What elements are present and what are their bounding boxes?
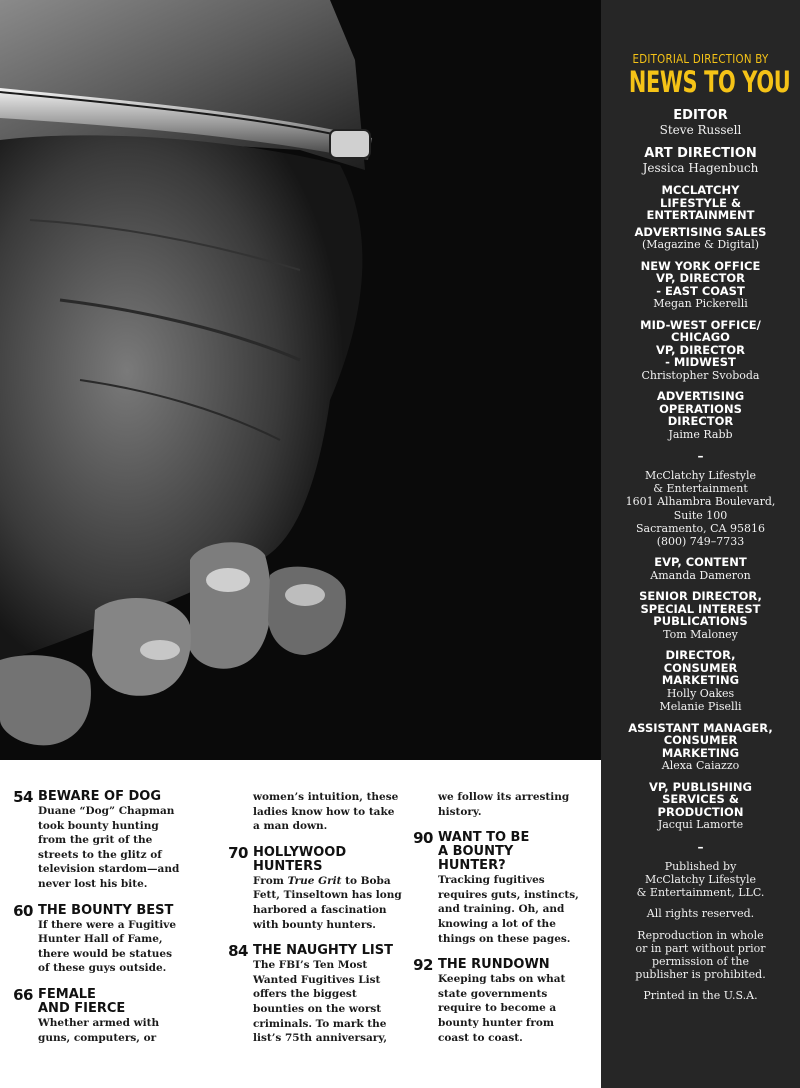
toc-description: Tracking fugitives requires guts, instincts, and training. Oh, and knowing a lot of the things on these pages. <box>438 874 579 945</box>
vp-publishing-name: Jacqui Lamorte <box>657 818 744 832</box>
toc-description: Keeping tabs on what state governments require to become a bounty hunter from coast to coast. <box>438 973 566 1044</box>
midwest-office-name: Christopher Svoboda <box>641 368 760 382</box>
toc-entry[interactable] <box>215 944 405 1046</box>
masthead-divider: – <box>697 449 704 463</box>
toc-title: THE NAUGHTY LIST <box>253 943 393 959</box>
assistant-manager-title: ASSISTANT MANAGER, CONSUMER MARKETING <box>628 720 773 760</box>
toc-page-number: 70 <box>228 843 248 862</box>
published-by: Published by McClatchy Lifestyle & Entertainment, LLC. <box>636 859 765 900</box>
senior-director-credit <box>601 590 800 641</box>
director-marketing-credit <box>601 649 800 714</box>
toc-column-2 <box>215 790 405 1058</box>
editor-credit <box>601 108 800 138</box>
editor-name: Steve Russell <box>659 123 742 137</box>
assistant-manager-credit <box>601 722 800 773</box>
toc-title: BEWARE OF DOG <box>38 789 161 804</box>
toc-column-3 <box>400 790 600 1057</box>
toc-description-part: From <box>253 874 288 887</box>
assistant-manager-name: Alexa Caiazzo <box>661 759 740 773</box>
ad-sales-note: (Magazine & Digital) <box>641 238 760 251</box>
midwest-office-title: MID-WEST OFFICE/ CHICAGO VP, DIRECTOR - MIDWEST <box>640 317 761 369</box>
vp-publishing-credit <box>601 781 800 832</box>
ad-ops-name: Jaime Rabb <box>668 427 733 441</box>
senior-director-title: SENIOR DIRECTOR, SPECIAL INTEREST PUBLICATIONS <box>639 589 762 629</box>
toc-entry[interactable] <box>0 790 210 892</box>
toc-entry[interactable] <box>0 901 210 976</box>
company-address: McClatchy Lifestyle & Entertainment 1601 Alhambra Boulevard, Suite 100 Sacramento, CA 95816 (800) 749–7733 <box>625 469 776 549</box>
art-direction-title: ART DIRECTION <box>644 146 757 161</box>
director-marketing-names: Holly Oakes Melanie Piselli <box>659 686 742 714</box>
toc-entry[interactable] <box>400 831 600 946</box>
toc-description-italic: True Grit <box>287 874 342 887</box>
company-heading <box>601 184 800 222</box>
toc-description-part: to Boba Fett, Tinseltown has long harbored a fascination with bounty hunters. <box>253 874 402 931</box>
toc-page-number: 90 <box>413 829 433 848</box>
toc-title: WANT TO BE A BOUNTY HUNTER? <box>438 830 530 874</box>
masthead-brand: NEWS TO YOU <box>628 65 791 99</box>
toc-page-number: 54 <box>13 788 33 806</box>
toc-page-number: 66 <box>13 985 33 1004</box>
reproduction-notice: Reproduction in whole or in part without prior permission of the publisher is prohibited. <box>635 928 766 982</box>
ny-office-credit <box>601 260 800 311</box>
director-marketing-title: DIRECTOR, CONSUMER MARKETING <box>661 648 740 688</box>
toc-page-number: 84 <box>228 942 248 961</box>
rights-notice: All rights reserved. <box>646 907 755 921</box>
masthead-divider-2: – <box>697 839 704 854</box>
toc-description: If there were a Fugitive Hunter Hall of Fame, there would be statues of these guys outside. <box>38 918 177 975</box>
ad-ops-credit <box>601 390 800 441</box>
toc-title: HOLLYWOOD HUNTERS <box>253 844 347 874</box>
art-direction-name: Jessica Hagenbuch <box>642 161 759 175</box>
printed-notice: Printed in the U.S.A. <box>643 989 758 1003</box>
toc-description: Whether armed with guns, computers, or <box>38 1016 160 1044</box>
ny-office-title: NEW YORK OFFICE VP, DIRECTOR - EAST COAST <box>640 258 761 298</box>
ny-office-name: Megan Pickerelli <box>653 297 748 310</box>
toc-description-continued: we follow its arresting history. <box>438 791 570 818</box>
toc-entry[interactable] <box>400 958 600 1045</box>
toc-description <box>215 874 405 932</box>
masthead-sidebar <box>601 0 800 1088</box>
ad-sales-credit <box>601 226 800 252</box>
toc-title: THE RUNDOWN <box>438 957 550 973</box>
table-of-contents <box>0 760 601 1088</box>
toc-title: FEMALE AND FIERCE <box>38 986 126 1016</box>
masthead-kicker: EDITORIAL DIRECTION BY <box>632 51 769 66</box>
toc-description-continued: women’s intuition, these ladies know how to take a man down. <box>253 791 399 833</box>
toc-description: Duane “Dog” Chapman took bounty hunting from the grit of the streets to the glitz of television stardom—and never lost his bite. <box>38 805 180 890</box>
evp-credit <box>601 556 800 582</box>
toc-entry[interactable] <box>215 843 405 932</box>
art-direction-credit <box>601 146 800 176</box>
senior-director-name: Tom Maloney <box>663 627 738 641</box>
toc-entry[interactable] <box>0 985 210 1045</box>
evp-title: EVP, CONTENT <box>654 555 747 570</box>
toc-page-number: 92 <box>413 956 433 975</box>
company-title: MCCLATCHY LIFESTYLE & ENTERTAINMENT <box>646 183 755 222</box>
vp-publishing-title: VP, PUBLISHING SERVICES & PRODUCTION <box>649 779 752 819</box>
toc-column-1 <box>0 790 210 1057</box>
toc-description: The FBI’s Ten Most Wanted Fugitives List offers the biggest bounties on the worst criminals. To mark the list’s 75th anniversary, <box>253 959 388 1045</box>
evp-name: Amanda Dameron <box>650 568 751 582</box>
midwest-office-credit <box>601 319 800 383</box>
ad-sales-title: ADVERTISING SALES <box>634 224 767 239</box>
editor-title: EDITOR <box>673 108 728 123</box>
toc-page-number: 60 <box>13 901 33 920</box>
ad-ops-title: ADVERTISING OPERATIONS DIRECTOR <box>656 389 745 428</box>
toc-title: THE BOUNTY BEST <box>38 902 174 918</box>
